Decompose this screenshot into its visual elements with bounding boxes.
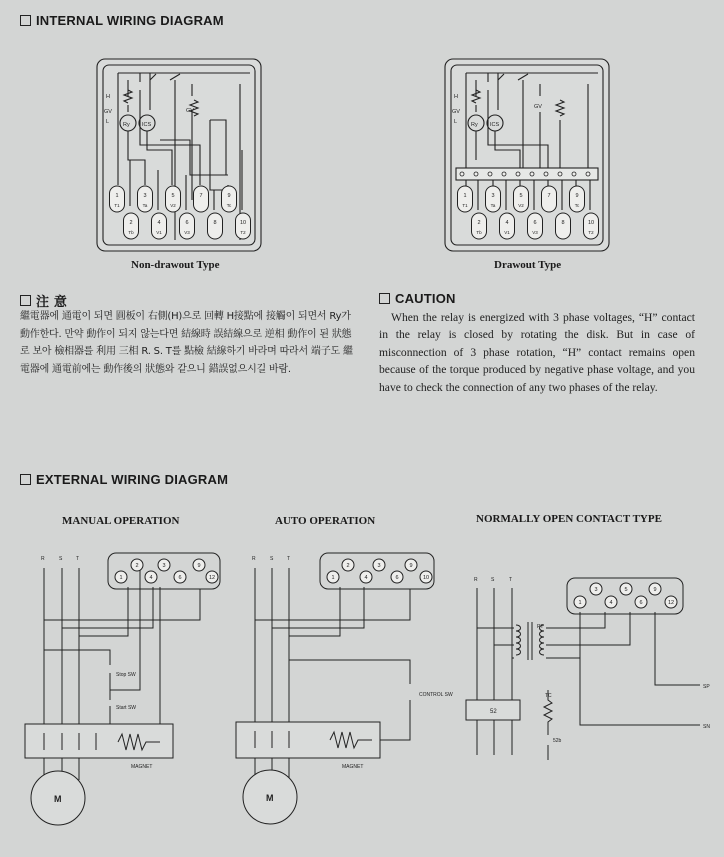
connector-dot <box>474 172 478 176</box>
svg-text:5: 5 <box>519 193 523 199</box>
terminal-2 <box>342 559 354 571</box>
svg-text:V2: V2 <box>518 203 524 208</box>
terminal-2 <box>124 213 139 239</box>
terminal-9 <box>222 186 237 212</box>
svg-text:8: 8 <box>213 220 217 226</box>
svg-text:9: 9 <box>409 563 413 569</box>
label-l: L <box>106 119 110 125</box>
stop-switch-label: Stop SW <box>116 672 136 678</box>
terminal-9 <box>570 186 585 212</box>
normally-open-contact-title: NORMALLY OPEN CONTACT TYPE <box>476 513 662 525</box>
svg-text:1: 1 <box>578 600 582 606</box>
terminal-3 <box>590 583 602 595</box>
auto-phase-t: T <box>287 556 291 562</box>
svg-text:5: 5 <box>624 587 628 593</box>
svg-text:T1: T1 <box>114 203 120 208</box>
svg-text:1: 1 <box>115 193 119 199</box>
manual-motor-label: M <box>54 794 62 804</box>
terminal-1 <box>115 571 127 583</box>
svg-text:6: 6 <box>639 600 643 606</box>
internal-wiring-title: INTERNAL WIRING DIAGRAM <box>20 13 224 28</box>
terminal-1 <box>327 571 339 583</box>
terminal-10 <box>584 213 599 239</box>
terminal-1 <box>574 596 586 608</box>
auto-motor-label: M <box>266 793 274 803</box>
terminal-9 <box>405 559 417 571</box>
terminal-6 <box>528 213 543 239</box>
svg-text:V1: V1 <box>504 230 510 235</box>
terminal-3 <box>373 559 385 571</box>
terminal-6 <box>180 213 195 239</box>
terminal-7 <box>542 186 557 212</box>
svg-text:5: 5 <box>171 193 175 199</box>
auto-magnet-label: MAGNET <box>342 764 364 770</box>
terminal-3 <box>486 186 501 212</box>
terminal-9 <box>649 583 661 595</box>
terminal-3 <box>138 186 153 212</box>
svg-text:10: 10 <box>239 220 247 226</box>
connector-dot <box>530 172 534 176</box>
terminal-4 <box>605 596 617 608</box>
pt-label: PT <box>537 624 544 630</box>
terminal-2 <box>472 213 487 239</box>
svg-text:Ta: Ta <box>142 203 148 208</box>
terminal-12 <box>206 571 218 583</box>
terminal-5 <box>166 186 181 212</box>
non-drawout-caption: Non-drawout Type <box>131 259 220 271</box>
svg-text:V3: V3 <box>532 230 538 235</box>
svg-text:Tc: Tc <box>574 203 580 208</box>
caution-text: When the relay is energized with 3 phase voltages, “H” contact in the relay is closed by rotating the disk. But in case of misconnection of 3 phase rotation, “H” contact remains open because of the torque produced by negative phase voltage, and you have to check the connection of any two phases of the relay. <box>379 311 695 394</box>
svg-text:T1: T1 <box>462 203 468 208</box>
terminal-7 <box>194 186 209 212</box>
auto-operation-title: AUTO OPERATION <box>275 515 376 527</box>
svg-text:V3: V3 <box>184 230 190 235</box>
terminal-4 <box>152 213 167 239</box>
terminal-9 <box>193 559 205 571</box>
manual-magnet-label: MAGNET <box>131 764 153 770</box>
connector-dot <box>572 172 576 176</box>
svg-text:3: 3 <box>594 587 598 593</box>
svg-text:Tc: Tc <box>226 203 232 208</box>
svg-text:4: 4 <box>157 220 161 226</box>
tc-label: TC <box>545 693 552 699</box>
svg-text:V1: V1 <box>156 230 162 235</box>
svg-text:1: 1 <box>463 193 467 199</box>
no-phase-t: T <box>509 577 513 583</box>
terminal-4 <box>500 213 515 239</box>
svg-text:7: 7 <box>547 193 551 199</box>
label-ics-dr: ICS <box>490 122 500 128</box>
terminal-6 <box>391 571 403 583</box>
caution-heading: CAUTION <box>379 291 456 306</box>
sp-label: SP <box>703 684 710 690</box>
svg-text:Ta: Ta <box>490 203 496 208</box>
connector-dot <box>488 172 492 176</box>
terminal-4 <box>360 571 372 583</box>
start-switch-label: Start SW <box>116 705 137 711</box>
svg-text:12: 12 <box>667 600 675 606</box>
connector-dot <box>544 172 548 176</box>
terminal-2 <box>131 559 143 571</box>
svg-text:1: 1 <box>119 575 123 581</box>
svg-text:6: 6 <box>178 575 182 581</box>
auto-phase-s: S <box>270 556 274 562</box>
no-phase-r: R <box>474 577 478 583</box>
terminal-5 <box>514 186 529 212</box>
drawout-caption: Drawout Type <box>494 259 562 271</box>
svg-text:3: 3 <box>143 193 147 199</box>
label-ics: ICS <box>142 122 152 128</box>
terminal-10 <box>420 571 432 583</box>
svg-text:Tb: Tb <box>476 230 482 235</box>
connector-dot <box>502 172 506 176</box>
connector-dot <box>586 172 590 176</box>
label-gv-2: GV <box>186 108 194 114</box>
label-gv-dr: GV <box>452 109 460 115</box>
auto-operation-diagram <box>236 553 434 824</box>
svg-text:1: 1 <box>331 575 335 581</box>
svg-text:2: 2 <box>129 220 133 226</box>
svg-text:Tb: Tb <box>128 230 134 235</box>
svg-text:3: 3 <box>162 563 166 569</box>
svg-text:12: 12 <box>208 575 216 581</box>
svg-text:3: 3 <box>491 193 495 199</box>
manual-operation-title: MANUAL OPERATION <box>62 515 180 527</box>
manual-operation-diagram <box>25 553 220 825</box>
svg-text:4: 4 <box>609 600 613 606</box>
label-l-dr: L <box>454 119 458 125</box>
connector-dot <box>558 172 562 176</box>
svg-text:8: 8 <box>561 220 565 226</box>
label-ry: Ry <box>123 122 130 128</box>
terminal-1 <box>110 186 125 212</box>
terminal-3 <box>158 559 170 571</box>
sn-label: SN <box>703 724 710 730</box>
control-switch-label: CONTROL SW <box>419 692 453 698</box>
svg-text:6: 6 <box>185 220 189 226</box>
label-h-dr: H <box>454 94 458 100</box>
korean-note-heading: 注 意 <box>20 291 67 310</box>
terminal-6 <box>635 596 647 608</box>
svg-text:4: 4 <box>149 575 153 581</box>
terminal-5 <box>620 583 632 595</box>
terminal-12 <box>665 596 677 608</box>
external-terminals <box>115 559 677 608</box>
manual-phase-r: R <box>41 556 45 562</box>
svg-text:4: 4 <box>364 575 368 581</box>
svg-text:V2: V2 <box>170 203 176 208</box>
terminal-1 <box>458 186 473 212</box>
korean-note-text: 繼電器에 通電이 되면 圓板이 右側(H)으로 回轉 H接點에 接觸이 되면서 Ry가 動作한다. 만약 動作이 되지 않는다면 結線時 誤結線으로 逆相 動作이 된 狀態로 보아 檢相器를 利用 三相 R. S. T를 點檢 結線하기 바라며 따라서 端子도 繼電器에 通電前에는 動作後의 狀態와 같으니 錯誤없으시길 바람. <box>20 311 353 375</box>
connector-dot <box>460 172 464 176</box>
svg-text:10: 10 <box>422 575 430 581</box>
label-gv: GV <box>104 109 112 115</box>
terminal-4 <box>145 571 157 583</box>
no-phase-s: S <box>491 577 495 583</box>
svg-text:6: 6 <box>395 575 399 581</box>
external-wiring-title: EXTERNAL WIRING DIAGRAM <box>20 472 228 487</box>
svg-text:7: 7 <box>199 193 203 199</box>
svg-text:10: 10 <box>587 220 595 226</box>
svg-text:9: 9 <box>197 563 201 569</box>
terminal-6 <box>174 571 186 583</box>
aux-52b-label: 52b <box>553 738 562 744</box>
svg-text:4: 4 <box>505 220 509 226</box>
auto-phase-r: R <box>252 556 256 562</box>
svg-text:6: 6 <box>533 220 537 226</box>
terminal-10 <box>236 213 251 239</box>
svg-text:9: 9 <box>227 193 231 199</box>
relay-52-label: 52 <box>490 709 497 715</box>
terminal-8 <box>556 213 571 239</box>
svg-text:2: 2 <box>477 220 481 226</box>
svg-text:9: 9 <box>653 587 657 593</box>
manual-phase-t: T <box>76 556 80 562</box>
terminal-8 <box>208 213 223 239</box>
connector-dot <box>516 172 520 176</box>
label-gv-dr-2: GV <box>534 104 542 110</box>
svg-text:9: 9 <box>575 193 579 199</box>
svg-text:T2: T2 <box>588 230 594 235</box>
svg-text:2: 2 <box>135 563 139 569</box>
svg-text:3: 3 <box>377 563 381 569</box>
label-ry-dr: Ry <box>471 122 478 128</box>
svg-text:T2: T2 <box>240 230 246 235</box>
label-h: H <box>106 94 110 100</box>
manual-phase-s: S <box>59 556 63 562</box>
svg-text:2: 2 <box>346 563 350 569</box>
